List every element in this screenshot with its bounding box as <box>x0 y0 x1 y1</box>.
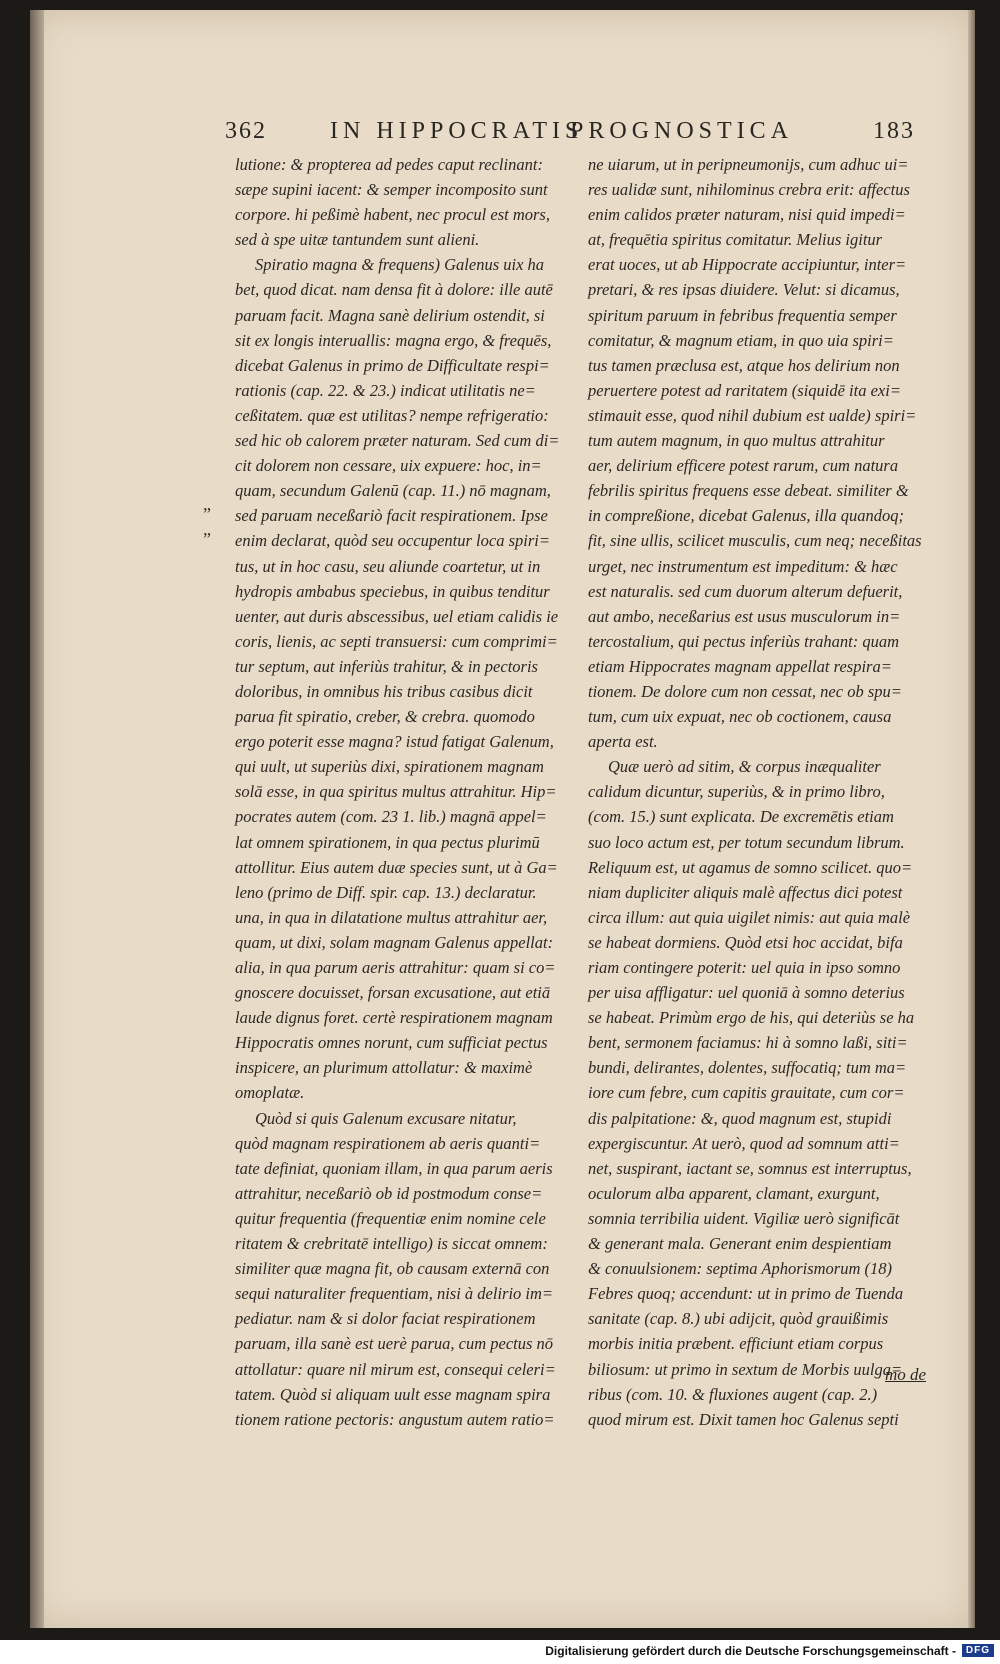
text-line: tionem. De dolore cum non cessat, nec ob spu= <box>588 681 902 701</box>
text-line: quod mirum est. Dixit tamen hoc Galenus septi <box>588 1409 899 1429</box>
text-line: comitatur, & magnum etiam, in quo uia spiri= <box>588 330 894 350</box>
text-line: stimauit esse, quod nihil dubium est ualde) spiri= <box>588 405 917 425</box>
text-line: tus tamen præclusa est, atque hos delirium non <box>588 355 900 375</box>
text-line: sanitate (cap. 8.) ubi adijcit, quòd grauißimis <box>588 1309 889 1329</box>
text-line: tur septum, aut inferiùs trahitur, & in pectoris <box>235 656 538 676</box>
text-line: rationis (cap. 22. & 23.) indicat utilitatis ne= <box>235 380 536 400</box>
text-line: Reliquum est, ut agamus de somno scilicet. quo= <box>588 857 913 877</box>
text-line: una, in qua in dilatatione multus attrahitur aer, <box>235 907 548 927</box>
text-line: parua fit spiratio, creber, & crebra. quomodo <box>235 707 535 727</box>
text-line: quòd magnam respirationem ab aeris quanti= <box>235 1133 541 1153</box>
text-line: (com. 15.) sunt explicata. De excremētis etiam <box>588 807 894 827</box>
folio-number: 183 <box>873 118 915 144</box>
text-line: & generant mala. Generant enim despientiam <box>588 1234 892 1254</box>
margin-quote-mark: „ <box>203 494 211 514</box>
left-text-column <box>235 152 575 1432</box>
text-line: est naturalis. sed cum duorum alterum defuerit, <box>588 581 903 601</box>
text-line: aperta est. <box>588 732 658 752</box>
text-line: ribus (com. 10. & fluxiones augent (cap. 2.) <box>588 1384 878 1404</box>
text-line: alia, in qua parum aeris attrahitur: quam si co= <box>235 958 556 977</box>
text-line: uenter, aut duris abscessibus, uel etiam calidis ie <box>235 606 559 626</box>
text-line: qui uult, ut superiùs dixi, spirationem magnam <box>235 757 544 777</box>
footer-credit-text: Digitalisierung gefördert durch die Deutsche Forschungsgemeinschaft - <box>545 1644 956 1658</box>
text-line: laude dignus foret. certè respirationem magnam <box>235 1008 553 1028</box>
text-line: aer, delirium efficere potest rarum, cum natura <box>588 456 899 476</box>
text-line: peruertere potest ad raritatem (siquidē ita exi= <box>588 380 901 400</box>
text-line: Hippocratis omnes norunt, cum sufficiat pectus <box>235 1033 548 1053</box>
text-line: erat uoces, ut ab Hippocrate accipiuntur, inter= <box>588 255 907 275</box>
text-line: circa illum: aut quia uigilet nimis: aut quia malè <box>588 907 911 927</box>
text-line: somnia terribilia uident. Vigiliæ uerò significāt <box>588 1208 900 1228</box>
text-line: quam, ut dixi, solam magnam Galenus appellat: <box>235 932 554 952</box>
text-line: solā esse, in qua spiritus multus attrahitur. Hip= <box>235 782 557 802</box>
text-line: in compreßione, dicebat Galenus, illa quandoq; <box>588 506 905 526</box>
text-line: paruam, illa sanè est uerè parua, cum pectus nō <box>235 1334 554 1354</box>
text-line: Spiratio magna & frequens) Galenus uix ha <box>255 255 545 275</box>
text-line: niam dupliciter aliquis malè affectus dici potest <box>588 882 903 902</box>
text-line: ceßitatem. quæ est utilitas? nempe refrigeratio: <box>235 405 549 425</box>
text-line: ritatem & crebritatē intelligo) is siccat omnem: <box>235 1234 548 1254</box>
text-line: ne uiarum, ut in peripneumonijs, cum adhuc ui= <box>588 155 909 174</box>
text-line: Quæ uerò ad sitim, & corpus inæqualiter <box>608 757 881 777</box>
text-line: etiam Hippocrates magnam appellat respira= <box>588 656 892 676</box>
text-line: hydropis ambabus speciebus, in quibus tenditur <box>235 581 550 601</box>
dfg-logo: DFG <box>962 1644 994 1657</box>
text-line: bent, sermonem faciamus: hi à somno laßi, siti= <box>588 1033 908 1053</box>
text-line: pocrates autem (com. 23 1. lib.) magnā appel= <box>235 807 547 827</box>
text-line: sæpe supini iacent: & semper incomposito sunt <box>235 180 548 200</box>
text-line: sed paruam neceßariò facit respirationem. Ipse <box>235 506 548 526</box>
text-line: ergo poterit esse magna? istud fatigat Galenum, <box>235 732 554 752</box>
text-line: corpore. hi peßimè habent, nec procul est mors, <box>235 205 550 225</box>
text-line: aut ambo, neceßarius est usus musculorum in= <box>588 606 901 626</box>
text-line: Quòd si quis Galenum excusare nitatur, <box>255 1108 517 1128</box>
digitization-footer <box>0 1640 1000 1664</box>
text-line: lutione: & propterea ad pedes caput reclinant: <box>235 155 543 174</box>
page-edge <box>968 10 975 1628</box>
text-line: gnoscere docuisset, forsan excusatione, aut etiā <box>235 983 551 1003</box>
text-line: sit ex longis interuallis: magna ergo, & frequēs, <box>235 330 552 350</box>
text-line: attollatur: quare nil mirum est, consequi celeri= <box>235 1359 556 1379</box>
text-line: dis palpitatione: &, quod magnum est, stupidi <box>588 1108 892 1128</box>
text-line: expergiscuntur. At uerò, quod ad somnum atti= <box>588 1133 900 1153</box>
text-line: Febres quoq; accendunt: ut in primo de Tuenda <box>588 1284 904 1304</box>
text-line: sequi naturaliter frequentiam, nisi à delirio im= <box>235 1284 554 1304</box>
text-line: leno (primo de Diff. spir. cap. 13.) declaratur. <box>235 882 537 902</box>
margin-quote-mark: „ <box>203 519 211 539</box>
text-line: quitur frequentia (frequentiæ enim nomine cele <box>235 1208 546 1228</box>
text-line: pediatur. nam & si dolor faciat respirationem <box>235 1309 536 1329</box>
running-header <box>225 118 915 148</box>
text-line: & conuulsionem: septima Aphorismorum (18) <box>588 1259 893 1279</box>
text-line: coris, lienis, ac septi transuersi: cum comprimi= <box>235 631 558 651</box>
text-line: bet, quod dicat. nam densa fit à dolore: ille autē <box>235 280 553 300</box>
text-line: biliosum: ut primo in sextum de Morbis uulga= <box>588 1359 903 1379</box>
text-line: enim declarat, quòd seu occupentur loca spiri= <box>235 531 550 551</box>
text-line: cit dolorem non cessare, uix expuere: hoc, in= <box>235 456 542 476</box>
text-line: pretari, & res ipsas diuidere. Velut: si dicamus, <box>588 280 900 300</box>
text-line: calidum dicuntur, superiùs, & in primo libro, <box>588 782 885 802</box>
page-gutter-shadow <box>30 10 44 1628</box>
text-line: inspicere, an plurimum attollatur: & maximè <box>235 1058 533 1078</box>
text-line: attrahitur, neceßariò ob id postmodum conse= <box>235 1183 543 1203</box>
text-line: febrilis spiritus frequens esse debeat. similiter & <box>588 481 909 501</box>
text-line: sed à spe uitæ tantundem sunt alieni. <box>235 230 480 250</box>
text-line: oculorum alba apparent, clamant, exurgunt, <box>588 1183 880 1203</box>
page-number: 362 <box>225 118 267 144</box>
text-line: enim calidos præter naturam, nisi quid impedi= <box>588 205 906 225</box>
text-line: dicebat Galenus in primo de Difficultate respi= <box>235 355 550 375</box>
text-line: spiritum paruum in febribus frequentia semper <box>588 305 897 325</box>
text-line: tum autem magnum, in quo multus attrahitur <box>588 431 885 451</box>
text-line: tum, cum uix expuat, nec ob coctionem, causa <box>588 707 892 727</box>
text-line: iore cum febre, cum capitis grauitate, cum cor= <box>588 1083 905 1103</box>
running-title-left: IN HIPPOCRATIS <box>330 118 584 144</box>
text-line: urget, nec instrumentum est impeditum: & hæc <box>588 556 898 576</box>
text-line: suo loco actum est, per totum secundum librum. <box>588 832 905 852</box>
catchword: mo de <box>885 1365 927 1384</box>
text-line: fit, sine ullis, scilicet musculis, cum neq; neceßitas <box>588 531 922 551</box>
text-line: se habeat dormiens. Quòd etsi hoc accidat, bifa <box>588 932 903 952</box>
text-line: doloribus, in omnibus his tribus casibus dicit <box>235 681 533 701</box>
text-line: tate definiat, quoniam illam, in qua parum aeris <box>235 1158 553 1178</box>
text-line: tionem ratione pectoris: angustum autem ratio= <box>235 1409 555 1429</box>
text-line: tatem. Quòd si aliquam uult esse magnam spira <box>235 1384 551 1404</box>
text-line: tercostalium, qui pectus inferiùs trahant: quam <box>588 631 900 651</box>
text-line: lat omnem spirationem, in qua pectus plurimū <box>235 832 540 852</box>
text-line: morbis initia præbent. efficiunt etiam corpus <box>588 1334 884 1354</box>
text-line: riam contingere poterit: uel quia in ipso somno <box>588 958 901 977</box>
text-line: res ualidæ sunt, nihilominus crebra erit: affectus <box>588 180 910 200</box>
text-line: se habeat. Primùm ergo de his, qui deteriùs se ha <box>588 1008 915 1028</box>
text-line: omoplatæ. <box>235 1083 305 1103</box>
text-line: quam, secundum Galenū (cap. 11.) nō magnam, <box>235 481 551 501</box>
margin-marks <box>203 492 223 542</box>
text-line: similiter quæ magna fit, ob causam externā con <box>235 1259 550 1279</box>
text-line: at, frequētia spiritus comitatur. Melius igitur <box>588 230 883 250</box>
text-line: tus, ut in hoc casu, seu aliunde coartetur, ut in <box>235 556 541 576</box>
running-title-right: PROGNOSTICA <box>570 118 794 144</box>
text-line: bundi, delirantes, dolentes, suffocatiq; tum ma= <box>588 1058 907 1078</box>
text-line: attollitur. Eius autem duæ species sunt, ut à Ga= <box>235 857 558 877</box>
text-line: paruam facit. Magna sanè delirium ostendit, si <box>235 305 545 325</box>
text-line: net, suspirant, iactant se, somnus est interruptus, <box>588 1158 912 1178</box>
text-line: sed hic ob calorem præter naturam. Sed cum di= <box>235 431 560 451</box>
text-line: per uisa affligatur: uel quoniā à somno deterius <box>588 983 905 1003</box>
right-text-column <box>588 152 928 1432</box>
